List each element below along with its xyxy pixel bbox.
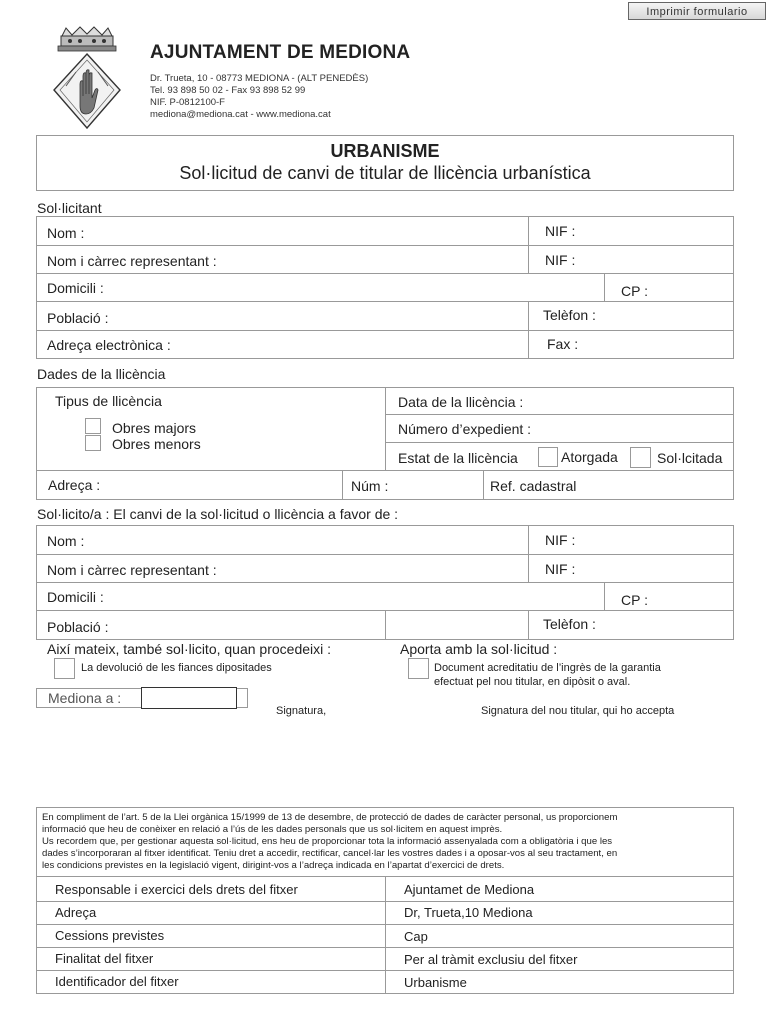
privacy-row-value: Per al tràmit exclusiu del fitxer (404, 952, 578, 967)
document-acreditatiu-checkbox[interactable] (408, 658, 429, 679)
privacy-line-1: En compliment de l’art. 5 de la Llei orgànica 15/1999 de 13 de desembre, de protecció de dades de caràcter personal, us proporcionem (42, 812, 618, 823)
signatura-label: Signatura, (276, 705, 327, 717)
data-llicencia-field[interactable]: Data de la llicència : (398, 394, 524, 410)
section-llicencia: Dades de la llicència (37, 366, 166, 382)
print-form-button[interactable]: Imprimir formulario (628, 2, 766, 20)
privacy-row-value: Dr, Trueta,10 Mediona (404, 905, 533, 920)
obres-menors-label: Obres menors (112, 436, 201, 452)
obres-menors-checkbox[interactable] (85, 435, 101, 451)
privacy-row-value: Urbanisme (404, 975, 467, 990)
solicitada-label: Sol·lcitada (657, 450, 723, 466)
privacy-row-label: Adreça (55, 905, 97, 920)
devolucio-fiances-checkbox[interactable] (54, 658, 75, 679)
document-acreditatiu-label-2: efectuat pel nou titular, en dipòsit o aval. (434, 676, 631, 688)
estat-llicencia-label: Estat de la llicència (398, 450, 518, 466)
obres-majors-label: Obres majors (112, 420, 197, 436)
nou-nom-field[interactable]: Nom : (47, 533, 85, 549)
llicencia-num-field[interactable]: Núm : (351, 478, 389, 494)
ref-cadastral-field[interactable]: Ref. cadastral (490, 478, 577, 494)
solicitant-nif-field[interactable]: NIF : (545, 223, 576, 239)
aporta-label: Aporta amb la sol·licitud : (400, 641, 558, 657)
obres-majors-checkbox[interactable] (85, 418, 101, 434)
nou-poblacio-field[interactable]: Població : (47, 619, 109, 635)
llicencia-adreca-field[interactable]: Adreça : (48, 477, 101, 493)
privacy-row-label: Identificador del fitxer (55, 974, 179, 989)
privacy-row-label: Finalitat del fitxer (55, 951, 154, 966)
aixi-mateix-label: Així mateix, també sol·licito, quan procedeixi : (47, 641, 332, 657)
privacy-row-value: Cap (404, 929, 428, 944)
org-email: mediona@mediona.cat - www.mediona.cat (150, 109, 331, 120)
signatura-nou-titular-label: Signatura del nou titular, qui ho accepta (481, 705, 675, 717)
privacy-line-3: Us recordem que, per gestionar aquesta sol·licitud, ens heu de proporcionar tota la informació assenyalada com a obligatòria i que les (42, 836, 613, 847)
solicitada-checkbox[interactable] (630, 447, 651, 468)
nou-telefon-field[interactable]: Telèfon : (543, 616, 596, 632)
document-acreditatiu-label: Document acreditatiu de l’ingrès de la garantia (434, 662, 661, 674)
solicitant-nom-field[interactable]: Nom : (47, 225, 85, 241)
title-sub: Sol·licitud de canvi de titular de llicència urbanística (179, 163, 591, 183)
privacy-row-value: Ajuntamet de Mediona (404, 882, 535, 897)
solicitant-nif2-field[interactable]: NIF : (545, 252, 576, 268)
devolucio-fiances-label: La devolució de les fiances dipositades (81, 662, 272, 674)
privacy-text (42, 812, 732, 872)
org-name: AJUNTAMENT DE MEDIONA (150, 42, 411, 63)
solicitant-cp-field[interactable]: CP : (621, 283, 648, 299)
numero-expedient-field[interactable]: Número d’expedient : (398, 421, 532, 437)
solicitant-fax-field[interactable]: Fax : (547, 336, 579, 352)
nou-domicili-field[interactable]: Domicili : (47, 589, 104, 605)
section-solicitant: Sol·licitant (37, 200, 102, 216)
org-phone: Tel. 93 898 50 02 - Fax 93 898 52 99 (150, 85, 306, 96)
title-main: URBANISME (330, 141, 440, 161)
solicitant-domicili-field[interactable]: Domicili : (47, 280, 104, 296)
tipus-llicencia-label: Tipus de llicència (55, 393, 162, 409)
mediona-date-input[interactable] (141, 687, 237, 709)
privacy-line-5: les condicions previstes en la legislació vigent, dirigint-vos a l’adreça indicada en l’apartat d’exercici de drets. (42, 860, 505, 871)
nou-nif-field[interactable]: NIF : (545, 532, 576, 548)
solicitant-representant-field[interactable]: Nom i càrrec representant : (47, 253, 217, 269)
privacy-row-label: Cessions previstes (55, 928, 165, 943)
solicitant-poblacio-field[interactable]: Població : (47, 310, 109, 326)
section-solicito: Sol·licito/a : El canvi de la sol·licitud o llicència a favor de : (37, 506, 399, 522)
nou-nif2-field[interactable]: NIF : (545, 561, 576, 577)
org-address: Dr. Trueta, 10 - 08773 MEDIONA - (ALT PENEDÈS) (150, 73, 369, 84)
solicitant-email-field[interactable]: Adreça electrònica : (47, 337, 171, 353)
atorgada-checkbox[interactable] (538, 447, 558, 467)
privacy-line-4: dades s’incorporaran al fitxer identificat. Teniu dret a accedir, rectificar, cancel·lar les vostres dades i a oposar-vos al seu tractament, en (42, 848, 618, 859)
atorgada-label: Atorgada (561, 449, 618, 465)
org-nif: NIF. P-0812100-F (150, 97, 225, 108)
privacy-line-2: informació que heu de conèixer en relació a l’ús de les dades personals que us sol·licitem en aquest imprès. (42, 824, 503, 835)
privacy-row-label: Responsable i exercici dels drets del fitxer (55, 882, 298, 897)
coat-of-arms-icon (50, 26, 124, 134)
mediona-a-label: Mediona a : (48, 690, 122, 706)
nou-representant-field[interactable]: Nom i càrrec representant : (47, 562, 217, 578)
solicitant-telefon-field[interactable]: Telèfon : (543, 307, 596, 323)
nou-cp-field[interactable]: CP : (621, 592, 648, 608)
